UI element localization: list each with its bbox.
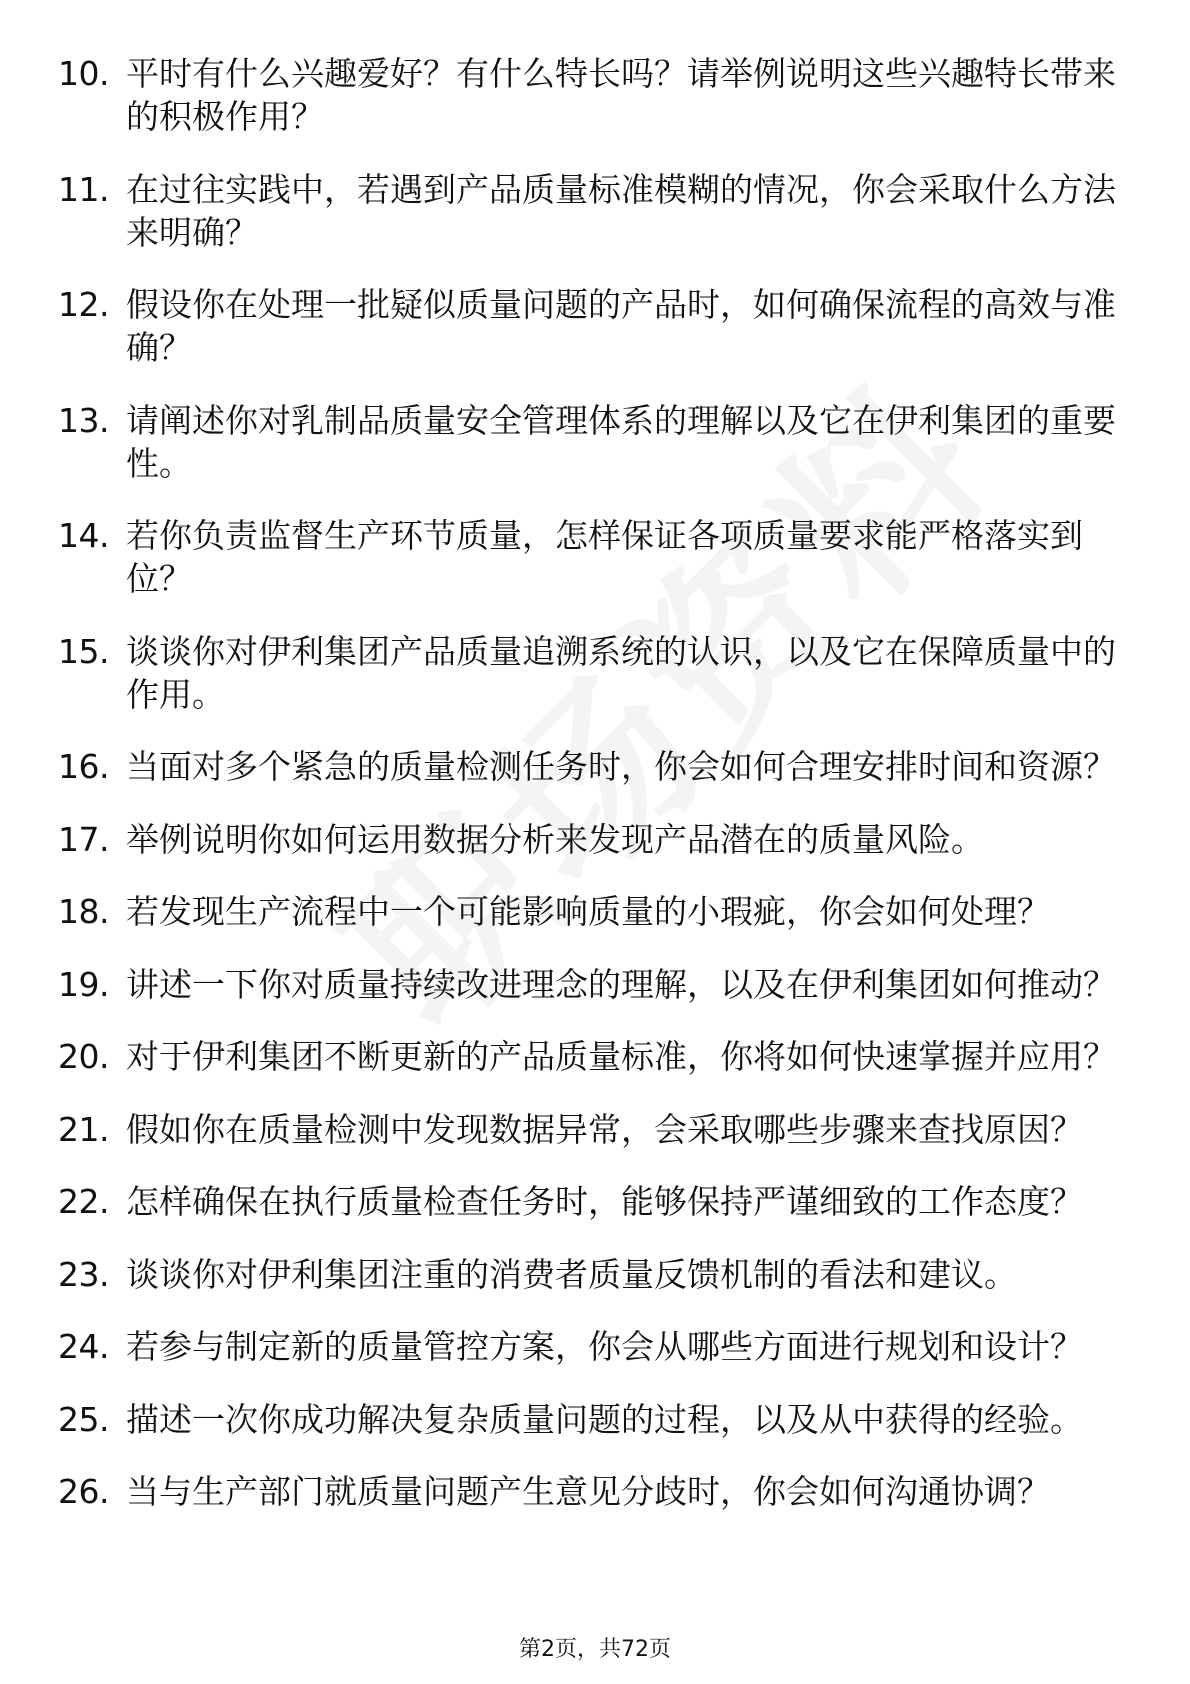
question-number: 19. [58, 964, 109, 1004]
question-list [58, 52, 1118, 1543]
question-number: 17. [58, 819, 109, 859]
question-number: 16. [58, 747, 109, 786]
list-item [58, 630, 1118, 716]
question-number: 25. [58, 1399, 109, 1439]
question-number: 18. [58, 892, 109, 931]
question-number: 15. [58, 631, 109, 671]
question-text: 描述一次你成功解决复杂质量问题的过程，以及从中获得的经验。 [126, 1399, 1083, 1439]
list-item [58, 283, 1118, 369]
question-number: 10. [58, 54, 109, 93]
question-text: 当面对多个紧急的质量检测任务时，你会如何合理安排时间和资源？ [126, 747, 1116, 786]
list-item [58, 514, 1118, 600]
list-item [58, 399, 1118, 485]
list-item [58, 1180, 1118, 1223]
question-text: 对于伊利集团不断更新的产品质量标准，你将如何快速掌握并应用？ [126, 1037, 1116, 1076]
question-text: 当与生产部门就质量问题产生意见分歧时，你会如何沟通协调？ [126, 1472, 1050, 1511]
question-number: 26. [58, 1472, 109, 1511]
question-number: 20. [58, 1037, 109, 1076]
question-text: 讲述一下你对质量持续改进理念的理解，以及在伊利集团如何推动？ [126, 964, 1116, 1004]
list-item [58, 745, 1118, 788]
question-text: 举例说明你如何运用数据分析来发现产品潜在的质量风险。 [126, 819, 984, 859]
question-text: 怎样确保在执行质量检查任务时，能够保持严谨细致的工作态度？ [126, 1182, 1083, 1221]
question-text: 平时有什么兴趣爱好？有什么特长吗？请举例说明这些兴趣特长带来的积极作用？ [126, 54, 1116, 136]
question-number: 12. [58, 285, 109, 324]
question-number: 22. [58, 1182, 109, 1221]
list-item [58, 1470, 1118, 1513]
question-number: 24. [58, 1327, 109, 1366]
list-item [58, 52, 1118, 138]
question-number: 21. [58, 1109, 109, 1149]
question-text: 若你负责监督生产环节质量，怎样保证各项质量要求能严格落实到位？ [126, 516, 1083, 598]
list-item [58, 1325, 1118, 1368]
list-item [58, 1108, 1118, 1151]
question-number: 11. [58, 169, 109, 209]
question-text: 请阐述你对乳制品质量安全管理体系的理解以及它在伊利集团的重要性。 [126, 400, 1116, 483]
question-text: 谈谈你对伊利集团注重的消费者质量反馈机制的看法和建议。 [126, 1254, 1017, 1294]
question-number: 23. [58, 1254, 109, 1294]
list-item [58, 168, 1118, 254]
question-number: 14. [58, 516, 109, 555]
question-text: 谈谈你对伊利集团产品质量追溯系统的认识，以及它在保障质量中的作用。 [126, 631, 1116, 714]
page-number-footer: 第2页，共72页 [519, 1637, 671, 1662]
list-item [58, 1253, 1118, 1296]
list-item [58, 1398, 1118, 1441]
list-item [58, 1035, 1118, 1078]
list-item [58, 818, 1118, 861]
question-text: 在过往实践中，若遇到产品质量标准模糊的情况，你会采取什么方法来明确？ [126, 169, 1116, 252]
question-text: 若发现生产流程中一个可能影响质量的小瑕疵，你会如何处理？ [126, 892, 1050, 931]
question-text: 若参与制定新的质量管控方案，你会从哪些方面进行规划和设计？ [126, 1327, 1083, 1366]
question-text: 假设你在处理一批疑似质量问题的产品时，如何确保流程的高效与准确？ [126, 285, 1116, 367]
question-text: 假如你在质量检测中发现数据异常，会采取哪些步骤来查找原因？ [126, 1109, 1083, 1149]
question-number: 13. [58, 400, 109, 440]
list-item [58, 890, 1118, 933]
list-item [58, 963, 1118, 1006]
